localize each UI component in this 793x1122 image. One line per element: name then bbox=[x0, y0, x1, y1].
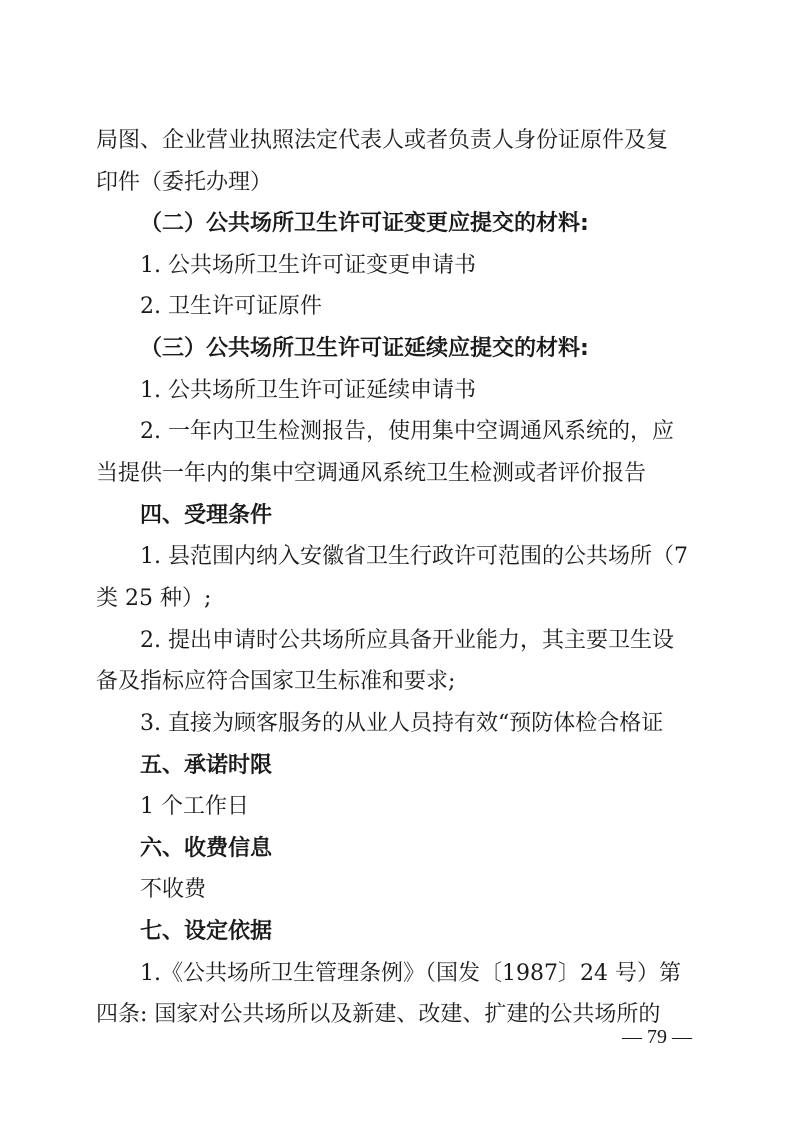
section-heading: 四、受理条件 bbox=[140, 503, 273, 528]
body-text-line: 当提供一年内的集中空调通风系统卫生检测或者评价报告 bbox=[96, 461, 647, 486]
list-item: 1. 公共场所卫生许可证延续申请书 bbox=[140, 378, 476, 403]
body-text-line: 备及指标应符合国家卫生标准和要求; bbox=[96, 669, 456, 694]
section-heading: （三）公共场所卫生许可证延续应提交的材料: bbox=[140, 336, 589, 361]
body-text-line: 印件（委托办理） bbox=[96, 170, 273, 195]
list-item: 1.《公共场所卫生管理条例》（国发〔1987〕24 号）第 bbox=[140, 961, 681, 986]
body-text-line: 局图、企业营业执照法定代表人或者负责人身份证原件及复 bbox=[96, 128, 669, 153]
page-number: — 79 — bbox=[622, 1026, 692, 1048]
body-text-line: 类 25 种）; bbox=[96, 586, 212, 611]
section-heading: 七、设定依据 bbox=[140, 919, 273, 944]
body-text-line: 四条: 国家对公共场所以及新建、改建、扩建的公共场所的 bbox=[96, 1002, 661, 1027]
section-heading: 五、承诺时限 bbox=[140, 753, 273, 778]
list-item: 2. 提出申请时公共场所应具备开业能力，其主要卫生设 bbox=[140, 628, 674, 653]
list-item: 1. 县范围内纳入安徽省卫生行政许可范围的公共场所（7 bbox=[140, 544, 688, 569]
list-item: 2. 卫生许可证原件 bbox=[140, 294, 322, 319]
list-item: 1. 公共场所卫生许可证变更申请书 bbox=[140, 253, 476, 278]
list-item: 3. 直接为顾客服务的从业人员持有效“预防体检合格证 bbox=[140, 711, 664, 736]
body-text-line: 1 个工作日 bbox=[140, 794, 249, 819]
list-item: 2. 一年内卫生检测报告，使用集中空调通风系统的，应 bbox=[140, 419, 674, 444]
section-heading: 六、收费信息 bbox=[140, 836, 273, 861]
body-text-line: 不收费 bbox=[140, 877, 207, 902]
section-heading: （二）公共场所卫生许可证变更应提交的材料: bbox=[140, 211, 589, 236]
